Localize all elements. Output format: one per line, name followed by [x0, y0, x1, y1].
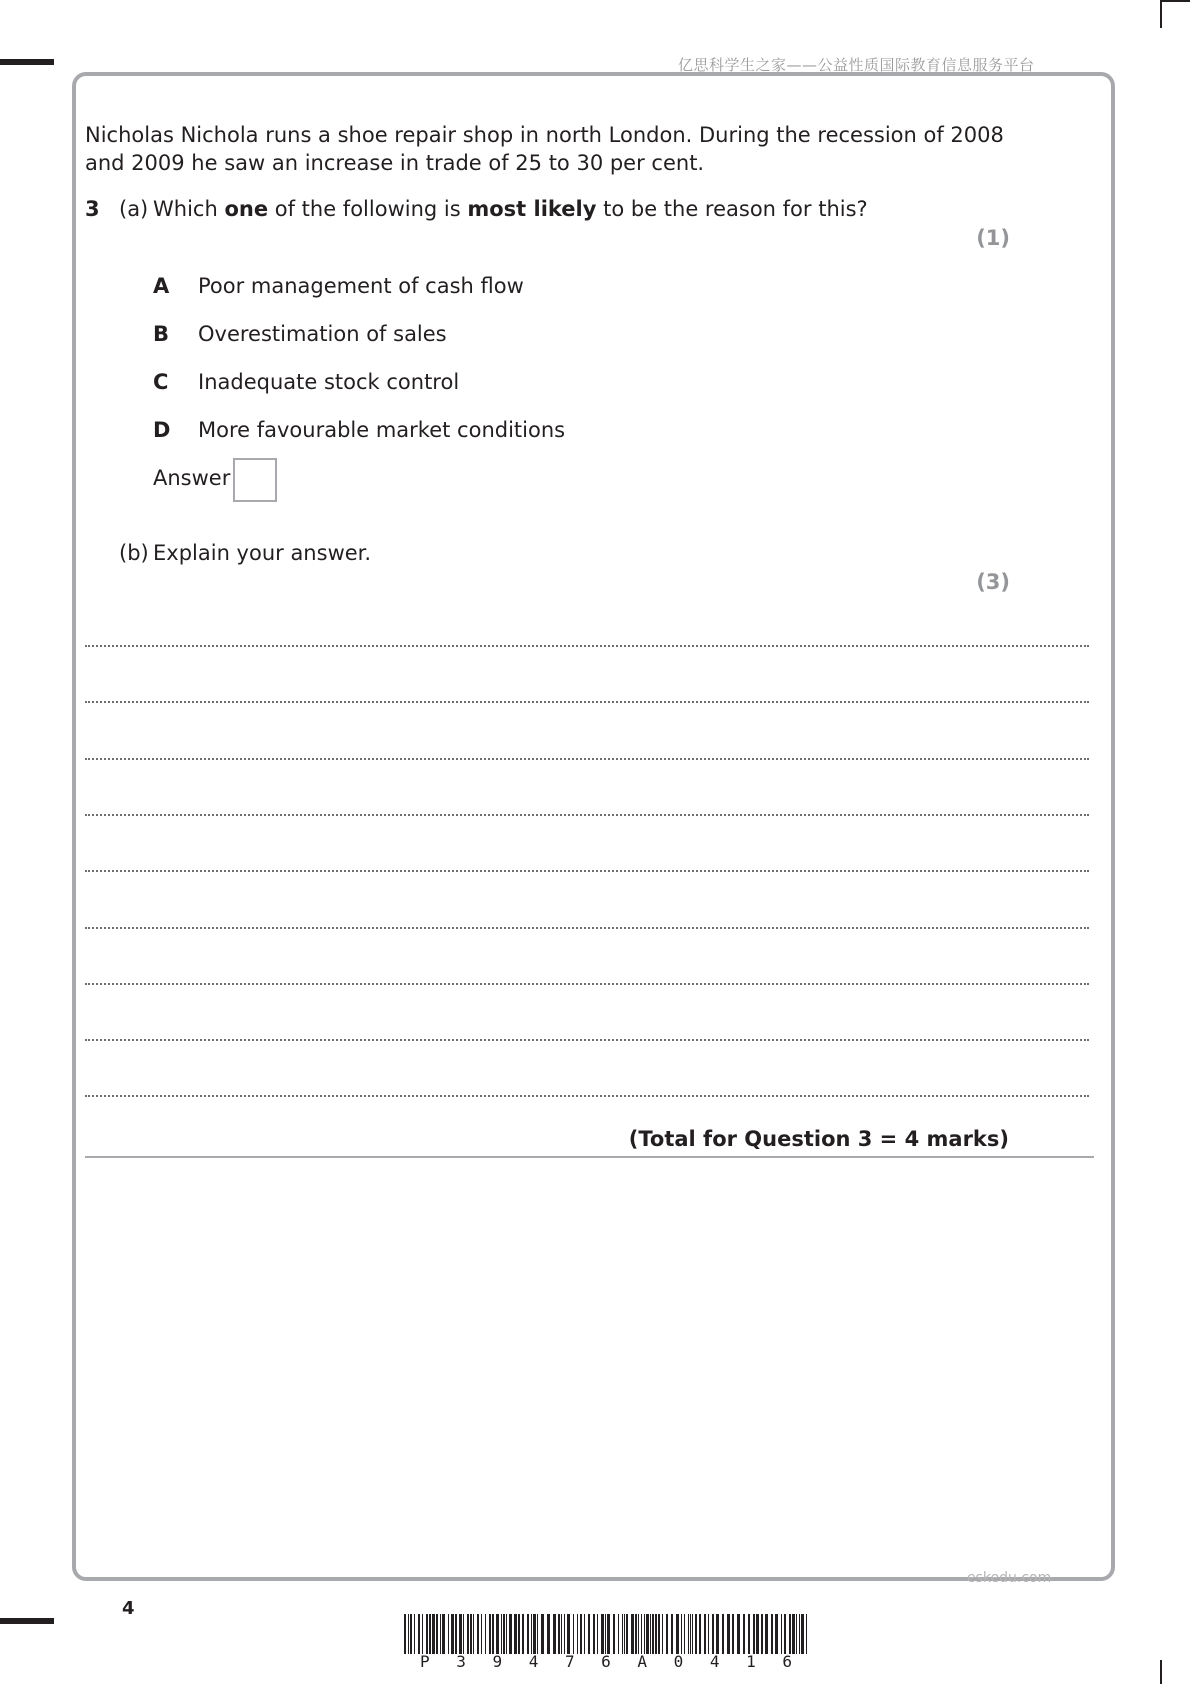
- intro-text: Nicholas Nichola runs a shoe repair shop in north London. During the recession of 2008 and 2009 he saw an increase in trade of 25 to 30 per cent.: [85, 123, 1004, 175]
- barcode-bar: [607, 1614, 610, 1654]
- barcode-bar: [737, 1614, 740, 1654]
- barcode-bar: [716, 1614, 719, 1654]
- barcode-bar: [451, 1614, 454, 1654]
- barcode: [404, 1614, 810, 1654]
- answer-line[interactable]: [85, 870, 1089, 872]
- barcode-bar: [613, 1614, 615, 1654]
- barcode-bar: [503, 1614, 505, 1654]
- barcode-bar: [553, 1614, 556, 1654]
- barcode-bar: [796, 1614, 797, 1654]
- barcode-bar: [410, 1614, 412, 1654]
- barcode-bar: [662, 1614, 663, 1654]
- barcode-bar: [618, 1614, 619, 1654]
- barcode-bar: [518, 1614, 520, 1654]
- barcode-bar: [448, 1614, 449, 1654]
- barcode-bar: [666, 1614, 668, 1654]
- barcode-bar: [784, 1614, 786, 1654]
- barcode-bar: [676, 1614, 679, 1654]
- part-b-question: Explain your answer.: [153, 541, 372, 565]
- part-a-text-2: of the following is: [268, 197, 468, 221]
- barcode-bar: [748, 1614, 750, 1654]
- watermark-bottom: eskedu.com: [967, 1570, 1052, 1586]
- barcode-bar: [432, 1614, 435, 1654]
- barcode-bar: [584, 1614, 585, 1654]
- answer-box[interactable]: [233, 458, 277, 502]
- barcode-bar: [408, 1614, 409, 1654]
- option-d-letter: D: [153, 418, 171, 442]
- barcode-bar: [485, 1614, 486, 1654]
- option-c-letter: C: [153, 370, 169, 394]
- barcode-bar: [756, 1614, 759, 1654]
- barcode-bar: [684, 1614, 685, 1654]
- page-number: 4: [122, 1598, 135, 1619]
- answer-line[interactable]: [85, 814, 1089, 816]
- barcode-char: A: [637, 1652, 648, 1671]
- barcode-bar: [644, 1614, 645, 1654]
- part-a-bold-most-likely: most likely: [467, 197, 597, 221]
- barcode-bar: [577, 1614, 578, 1654]
- answer-line[interactable]: [85, 1095, 1089, 1097]
- part-b-label: (b): [119, 541, 149, 565]
- barcode-bar: [455, 1614, 457, 1654]
- barcode-bar: [404, 1614, 406, 1654]
- barcode-bar: [626, 1614, 628, 1654]
- part-b-marks: (3): [976, 570, 1010, 594]
- part-a-bold-one: one: [224, 197, 269, 221]
- barcode-bar: [753, 1614, 755, 1654]
- barcode-char: 4: [709, 1652, 720, 1671]
- barcode-bar: [422, 1614, 423, 1654]
- option-a-letter: A: [153, 274, 170, 298]
- barcode-bar: [652, 1614, 654, 1654]
- barcode-bar: [631, 1614, 634, 1654]
- barcode-bar: [799, 1614, 800, 1654]
- barcode-text: [420, 1652, 792, 1671]
- barcode-bar: [775, 1614, 778, 1654]
- barcode-bar: [564, 1614, 565, 1654]
- barcode-char: P: [420, 1652, 430, 1671]
- barcode-bar: [727, 1614, 730, 1654]
- barcode-bar: [509, 1614, 512, 1654]
- barcode-bar: [533, 1614, 536, 1654]
- answer-line[interactable]: [85, 645, 1089, 647]
- barcode-bar: [624, 1614, 625, 1654]
- barcode-char: 0: [673, 1652, 684, 1671]
- barcode-bar: [650, 1614, 651, 1654]
- answer-line[interactable]: [85, 1039, 1089, 1041]
- barcode-bar: [514, 1614, 517, 1654]
- barcode-bar: [601, 1614, 604, 1654]
- barcode-char: 4: [528, 1652, 539, 1671]
- barcode-char: 6: [782, 1652, 792, 1671]
- barcode-bar: [492, 1614, 494, 1654]
- question-total: (Total for Question 3 = 4 marks): [628, 1127, 1009, 1151]
- crop-line-top-right-h: [1160, 0, 1190, 2]
- barcode-bar: [531, 1614, 532, 1654]
- option-a-text: Poor management of cash flow: [198, 274, 524, 298]
- crop-mark-bottom-left: [0, 1618, 54, 1624]
- barcode-bar: [558, 1614, 560, 1654]
- barcode-bar: [712, 1614, 714, 1654]
- barcode-bar: [473, 1614, 474, 1654]
- barcode-bar: [765, 1614, 768, 1654]
- barcode-bar: [695, 1614, 697, 1654]
- barcode-bar: [573, 1614, 574, 1654]
- barcode-bar: [771, 1614, 773, 1654]
- part-a-text-3: to be the reason for this?: [596, 197, 868, 221]
- part-a-text-1: Which: [153, 197, 225, 221]
- question-number: 3: [85, 197, 100, 221]
- barcode-bar: [692, 1614, 693, 1654]
- barcode-bar: [743, 1614, 745, 1654]
- barcode-bar: [789, 1614, 791, 1654]
- answer-label: Answer: [153, 466, 231, 490]
- barcode-bar: [638, 1614, 639, 1654]
- barcode-bar: [635, 1614, 637, 1654]
- barcode-bar: [646, 1614, 649, 1654]
- barcode-bar: [641, 1614, 642, 1654]
- barcode-bar: [414, 1614, 415, 1654]
- barcode-bar: [489, 1614, 491, 1654]
- barcode-bar: [506, 1614, 507, 1654]
- barcode-bar: [522, 1614, 524, 1654]
- barcode-bar: [477, 1614, 479, 1654]
- part-a-label: (a): [119, 197, 149, 221]
- answer-line[interactable]: [85, 927, 1089, 929]
- option-d-text: More favourable market conditions: [198, 418, 566, 442]
- barcode-bar: [547, 1614, 550, 1654]
- crop-line-top-right-v: [1160, 0, 1162, 28]
- barcode-bar: [541, 1614, 544, 1654]
- barcode-bar: [597, 1614, 598, 1654]
- barcode-char: 6: [601, 1652, 611, 1671]
- barcode-bar: [470, 1614, 472, 1654]
- part-a-question: [153, 197, 868, 221]
- answer-line[interactable]: [85, 758, 1089, 760]
- barcode-bar: [722, 1614, 724, 1654]
- barcode-bar: [781, 1614, 782, 1654]
- barcode-bar: [537, 1614, 538, 1654]
- barcode-bar: [681, 1614, 682, 1654]
- answer-line[interactable]: [85, 701, 1089, 703]
- barcode-bar: [761, 1614, 763, 1654]
- barcode-bar: [792, 1614, 795, 1654]
- barcode-bar: [622, 1614, 623, 1654]
- barcode-bar: [671, 1614, 673, 1654]
- page-frame: [72, 72, 1115, 1581]
- barcode-char: 9: [492, 1652, 503, 1671]
- part-a-marks: (1): [976, 226, 1010, 250]
- barcode-bar: [440, 1614, 441, 1654]
- barcode-bar: [690, 1614, 691, 1654]
- barcode-bar: [593, 1614, 595, 1654]
- barcode-bar: [658, 1614, 660, 1654]
- barcode-bar: [567, 1614, 570, 1654]
- barcode-bar: [561, 1614, 562, 1654]
- barcode-bar: [501, 1614, 502, 1654]
- option-c-text: Inadequate stock control: [198, 370, 460, 394]
- watermark-top: 亿思科学生之家——公益性质国际教育信息服务平台: [678, 56, 1035, 74]
- total-rule: [85, 1156, 1094, 1158]
- crop-mark-top-left: [0, 59, 54, 65]
- barcode-bar: [580, 1614, 582, 1654]
- barcode-bar: [806, 1614, 807, 1654]
- barcode-bar: [463, 1614, 464, 1654]
- barcode-bar: [481, 1614, 482, 1654]
- barcode-bar: [801, 1614, 804, 1654]
- barcode-bar: [496, 1614, 499, 1654]
- barcode-bar: [459, 1614, 462, 1654]
- barcode-bar: [436, 1614, 438, 1654]
- barcode-bar: [527, 1614, 529, 1654]
- option-b-letter: B: [153, 322, 170, 346]
- barcode-bar: [704, 1614, 706, 1654]
- barcode-char: 3: [456, 1652, 466, 1671]
- option-b-text: Overestimation of sales: [198, 322, 447, 346]
- barcode-bar: [418, 1614, 420, 1654]
- answer-line[interactable]: [85, 983, 1089, 985]
- barcode-bar: [442, 1614, 445, 1654]
- barcode-char: 1: [746, 1652, 756, 1671]
- barcode-bar: [708, 1614, 709, 1654]
- barcode-bar: [688, 1614, 689, 1654]
- barcode-bar: [429, 1614, 431, 1654]
- barcode-bar: [588, 1614, 590, 1654]
- barcode-bar: [655, 1614, 657, 1654]
- barcode-bar: [426, 1614, 428, 1654]
- barcode-bar: [605, 1614, 606, 1654]
- barcode-char: 7: [564, 1652, 575, 1671]
- crop-line-bottom-right: [1160, 1660, 1162, 1684]
- barcode-bar: [699, 1614, 701, 1654]
- barcode-bar: [467, 1614, 469, 1654]
- barcode-bar: [732, 1614, 734, 1654]
